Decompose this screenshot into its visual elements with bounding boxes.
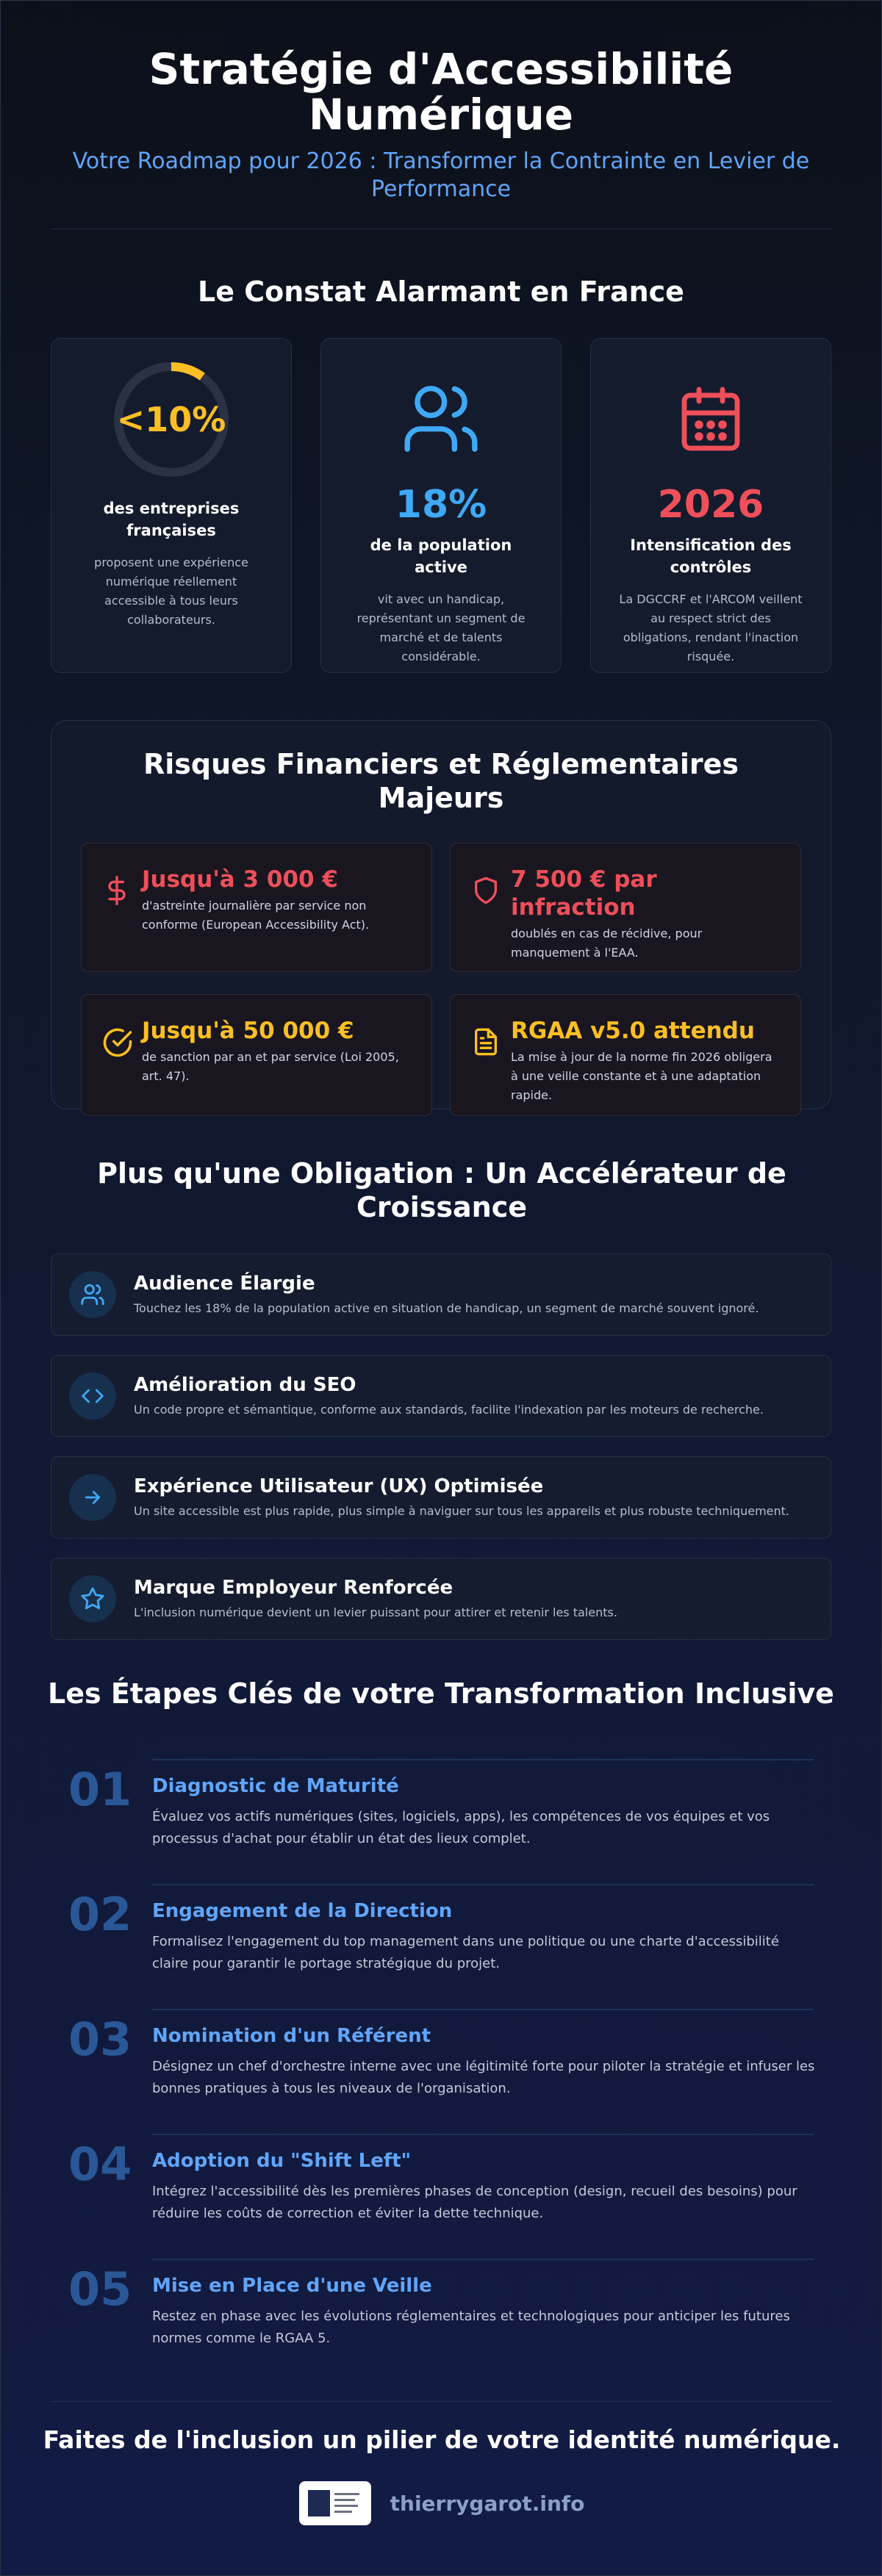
step-item <box>51 1884 831 2009</box>
benefit-title: Audience Élargie <box>134 1273 315 1295</box>
stat-card-controls <box>590 338 831 673</box>
stat-label: de la population active <box>370 536 512 576</box>
site-logo[interactable] <box>299 2481 371 2525</box>
benefit-card <box>51 1558 831 1640</box>
step-item <box>51 2259 831 2383</box>
step-item <box>51 2134 831 2259</box>
check-circle-icon <box>102 1017 133 1115</box>
step-divider <box>152 2134 814 2135</box>
divider <box>51 2401 831 2402</box>
step-item <box>51 1759 831 1884</box>
code-icon <box>69 1372 116 1420</box>
users-icon <box>321 371 561 467</box>
stat-desc: La DGCCRF et l'ARCOM veillent au respect strict des obligations, rendant l'inaction risquée. <box>619 592 803 663</box>
step-desc: Évaluez vos actifs numériques (sites, logiciels, apps), les compétences de vos équipes et vos processus d'achat pour établir un état des lieux complet. <box>152 1809 770 1846</box>
step-number: 02 <box>68 1888 132 1941</box>
stat-label: Intensification des contrôles <box>630 536 792 576</box>
risk-card <box>450 994 801 1116</box>
step-desc: Désignez un chef d'orchestre interne avec une légitimité forte pour piloter la stratégie et infuser les bonnes pratiques à tous les niveaux de l'organisation. <box>152 2059 815 2096</box>
footer-cta: Faites de l'inclusion un pilier de votre identité numérique. <box>43 2425 841 2454</box>
footer-brand <box>1 2481 882 2525</box>
risk-title: Jusqu'à 3 000 € <box>142 866 338 893</box>
step-number: 03 <box>68 2012 132 2066</box>
steps-title: Les Étapes Clés de votre Transformation Inclusive <box>48 1677 834 1710</box>
benefit-desc: L'inclusion numérique devient un levier puissant pour attirer et retenir les talents. <box>134 1605 617 1619</box>
risk-card <box>81 994 432 1116</box>
risk-title: 7 500 € par infraction <box>511 866 657 921</box>
benefit-card <box>51 1456 831 1539</box>
benefits-title: Plus qu'une Obligation : Un Accélérateur de Croissance <box>97 1157 786 1223</box>
step-divider <box>152 1884 814 1885</box>
benefit-desc: Un site accessible est plus rapide, plus simple à naviguer sur tous les appareils et plus robuste techniquement. <box>134 1504 789 1518</box>
stat-desc: proposent une expérience numérique réellement accessible à tous leurs collaborateurs. <box>94 555 248 627</box>
step-desc: Intégrez l'accessibilité dès les premières phases de conception (design, recueil des besoins) pour réduire les coûts de correction et éviter la dette technique. <box>152 2184 797 2221</box>
constat-title: Le Constat Alarmant en France <box>198 276 684 308</box>
risk-desc: de sanction par an et par service (Loi 2005, art. 47). <box>142 1050 399 1083</box>
benefit-title: Marque Employeur Renforcée <box>134 1577 453 1599</box>
step-divider <box>152 2009 814 2010</box>
stat-card-enterprises <box>51 338 292 673</box>
benefit-card <box>51 1253 831 1336</box>
step-title: Nomination d'un Référent <box>152 2025 431 2047</box>
step-number: 04 <box>68 2137 132 2191</box>
step-title: Adoption du "Shift Left" <box>152 2150 412 2172</box>
step-title: Diagnostic de Maturité <box>152 1775 399 1797</box>
page-subtitle: Votre Roadmap pour 2026 : Transformer la Contrainte en Levier de Performance <box>72 148 810 202</box>
risk-title: Jusqu'à 50 000 € <box>142 1018 354 1044</box>
benefit-card <box>51 1355 831 1437</box>
step-number: 01 <box>68 1763 132 1816</box>
page-title: Stratégie d'Accessibilité Numérique <box>148 44 734 140</box>
shield-icon <box>471 866 502 971</box>
risk-title: RGAA v5.0 attendu <box>511 1018 755 1044</box>
stat-label: des entreprises françaises <box>103 500 240 539</box>
risk-desc: La mise à jour de la norme fin 2026 obligera à une veille constante et à une adaptation rapide. <box>511 1050 772 1102</box>
hero <box>1 1 881 204</box>
step-divider <box>152 1759 814 1760</box>
step-title: Engagement de la Direction <box>152 1900 453 1922</box>
stat-value: 2026 <box>657 483 764 527</box>
step-title: Mise en Place d'une Veille <box>152 2275 432 2297</box>
step-desc: Restez en phase avec les évolutions réglementaires et technologiques pour anticiper les futures normes comme le RGAA 5. <box>152 2309 790 2346</box>
step-number: 05 <box>68 2262 132 2316</box>
step-divider <box>152 2259 814 2260</box>
arrow-right-icon <box>69 1474 116 1521</box>
dollar-icon <box>102 866 133 971</box>
stat-card-population <box>320 338 562 673</box>
document-icon <box>471 1017 502 1115</box>
risks-panel <box>51 720 831 1109</box>
users-icon <box>69 1271 116 1318</box>
risks-title: Risques Financiers et Réglementaires Majeurs <box>143 748 739 814</box>
site-link[interactable]: thierrygarot.info <box>390 2491 585 2516</box>
risk-desc: doublés en cas de récidive, pour manquement à l'EAA. <box>511 927 703 960</box>
risk-card <box>81 843 432 972</box>
risk-desc: d'astreinte journalière par service non conforme (European Accessibility Act). <box>142 899 370 932</box>
stat-desc: vit avec un handicap, représentant un segment de marché et de talents considérable. <box>356 592 526 663</box>
step-item <box>51 2009 831 2134</box>
benefit-title: Amélioration du SEO <box>134 1374 356 1396</box>
benefit-desc: Un code propre et sémantique, conforme aux standards, facilite l'indexation par les moteurs de recherche. <box>134 1403 764 1417</box>
benefit-desc: Touchez les 18% de la population active en situation de handicap, un segment de marché souvent ignoré. <box>134 1301 759 1315</box>
star-icon <box>69 1575 116 1622</box>
risk-card <box>450 843 801 972</box>
stat-cards <box>1 338 881 673</box>
step-desc: Formalisez l'engagement du top management dans une politique ou une charte d'accessibilité claire pour garantir le portage stratégique du projet. <box>152 1934 779 1971</box>
benefit-title: Expérience Utilisateur (UX) Optimisée <box>134 1475 544 1497</box>
calendar-icon <box>591 371 831 467</box>
stat-value: 18% <box>395 483 487 527</box>
donut-gauge <box>112 361 230 478</box>
stat-value: <10% <box>116 400 226 439</box>
